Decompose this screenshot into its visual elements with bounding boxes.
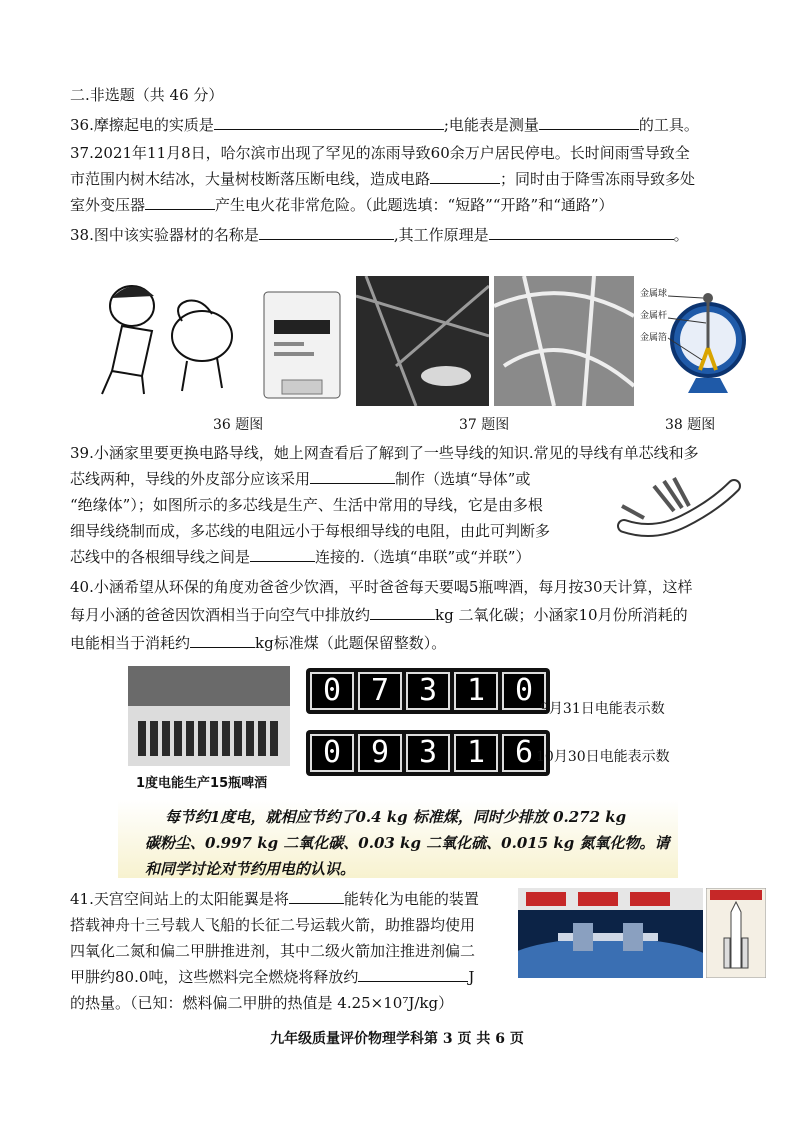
meter-reading-september <box>306 668 550 714</box>
note-line2: 碳粉尘、0.997 kg 二氧化碳、0.03 kg 二氧化硫、0.015 kg 氮氧化物。请 <box>145 834 670 852</box>
question-41-line3: 四氧化二氮和偏二甲肼推进剂，其中二级火箭加注推进剂偏二 <box>70 942 476 960</box>
meter-digit: 6 <box>502 734 546 772</box>
meter-digit: 3 <box>406 672 450 710</box>
page-footer: 九年级质量评价物理学科第 3 页 共 6 页 <box>270 1031 524 1047</box>
meter-reading-october <box>306 730 550 776</box>
meter-digit: 1 <box>454 734 498 772</box>
question-40-line1: 40.小涵希望从环保的角度劝爸爸少饮酒，平时爸爸每天要喝5瓶啤酒，每月按30天计算，这样 <box>70 578 693 596</box>
meter-digit: 3 <box>406 734 450 772</box>
label-metal-foil: 金属箔 <box>640 333 668 343</box>
answer-blank[interactable] <box>214 113 444 130</box>
answer-blank[interactable] <box>358 965 468 982</box>
note-line3: 和同学讨论对节约用电的认识。 <box>145 860 356 878</box>
meter-digit: 7 <box>358 672 402 710</box>
space-station-photo <box>518 888 703 978</box>
icy-trees-photo <box>494 276 634 406</box>
meter-digit: 1 <box>454 672 498 710</box>
caption-36: 36 题图 <box>213 417 264 433</box>
answer-blank[interactable] <box>489 223 674 240</box>
beer-factory-photo <box>128 666 290 766</box>
question-37-line3: 室外变压器 产生电火花非常危险。（此题选填：“短路”“开路”和“通路”） <box>70 192 754 218</box>
question-39-line5: 芯线中的各根细导线之间是 连接的.（选填“串联”或“并联”） <box>70 544 754 570</box>
question-39-line1: 39.小涵家里要更换电路导线，她上网查看后了解到了一些导线的知识.常见的导线有单芯线和多 <box>70 444 699 462</box>
question-38: 38.图中该实验器材的名称是 ,其工作原理是 。 <box>70 222 754 248</box>
caption-37: 37 题图 <box>459 417 510 433</box>
beer-caption: 1度电能生产15瓶啤酒 <box>136 776 268 791</box>
question-39-line2: 芯线两种，导线的外皮部分应该采用 制作（选填“导体”或 <box>70 466 754 492</box>
answer-blank[interactable] <box>430 167 500 184</box>
girl-dog-illustration <box>72 276 242 401</box>
meter-label-september: 9月31日电能表示数 <box>540 701 665 717</box>
question-37-line2: 市范围内树木结冰，大量树枝断落压断电线，造成电路 ；同时由于降雪冻雨导致多处 <box>70 166 754 192</box>
meter-digit: 9 <box>358 734 402 772</box>
question-41-line2: 搭载神舟十三号载人飞船的长征二号运载火箭，助推器均使用 <box>70 916 476 934</box>
electric-meter-image <box>262 290 342 400</box>
question-40-line3: 电能相当于消耗约 kg标准煤（此题保留整数）。 <box>70 630 754 656</box>
meter-digit: 0 <box>310 734 354 772</box>
question-41-line1: 41.天宫空间站上的太阳能翼是将 能转化为电能的装置 <box>70 886 504 912</box>
question-41-line4: 甲肼约80.0吨，这些燃料完全燃烧将释放约 J <box>70 964 504 990</box>
question-39-line3: “绝缘体”）；如图所示的多芯线是生产、生活中常用的导线，它是由多根 <box>70 496 543 514</box>
answer-blank[interactable] <box>250 545 315 562</box>
answer-blank[interactable] <box>310 467 395 484</box>
question-37-line1: 37.2021年11月8日，哈尔滨市出现了罕见的冻雨导致60余万户居民停电。长时间雨雪导致全 <box>70 144 690 162</box>
meter-label-october: 10月30日电能表示数 <box>536 749 670 765</box>
answer-blank[interactable] <box>190 631 255 648</box>
question-36: 36.摩擦起电的实质是 ;电能表是测量 的工具。 <box>70 112 754 138</box>
label-metal-rod: 金属杆 <box>640 311 668 321</box>
question-39-line4: 细导线绕制而成，多芯线的电阻远小于每根细导线的电阻，由此可判断多 <box>70 522 551 540</box>
caption-38: 38 题图 <box>665 417 716 433</box>
question-41-line5: 的热量。（已知：燃料偏二甲肼的热值是 4.25×10⁷J/kg） <box>70 994 454 1012</box>
note-line1: 每节约1度电，就相应节约了0.4 kg 标准煤，同时少排放 0.272 kg <box>165 808 627 826</box>
rocket-diagram <box>706 888 766 978</box>
answer-blank[interactable] <box>370 603 435 620</box>
answer-blank[interactable] <box>539 113 639 130</box>
answer-blank[interactable] <box>289 887 344 904</box>
section-title: 二.非选题（共 46 分） <box>70 86 224 104</box>
fallen-tree-photo <box>356 276 489 406</box>
question-40-line2: 每月小涵的爸爸因饮酒相当于向空气中排放约 kg 二氧化碳；小涵家10月份所消耗的 <box>70 602 754 628</box>
answer-blank[interactable] <box>259 223 394 240</box>
answer-blank[interactable] <box>145 193 215 210</box>
label-metal-ball: 金属球 <box>640 289 668 299</box>
meter-digit: 0 <box>502 672 546 710</box>
meter-digit: 0 <box>310 672 354 710</box>
multicore-wire-image <box>614 466 744 546</box>
